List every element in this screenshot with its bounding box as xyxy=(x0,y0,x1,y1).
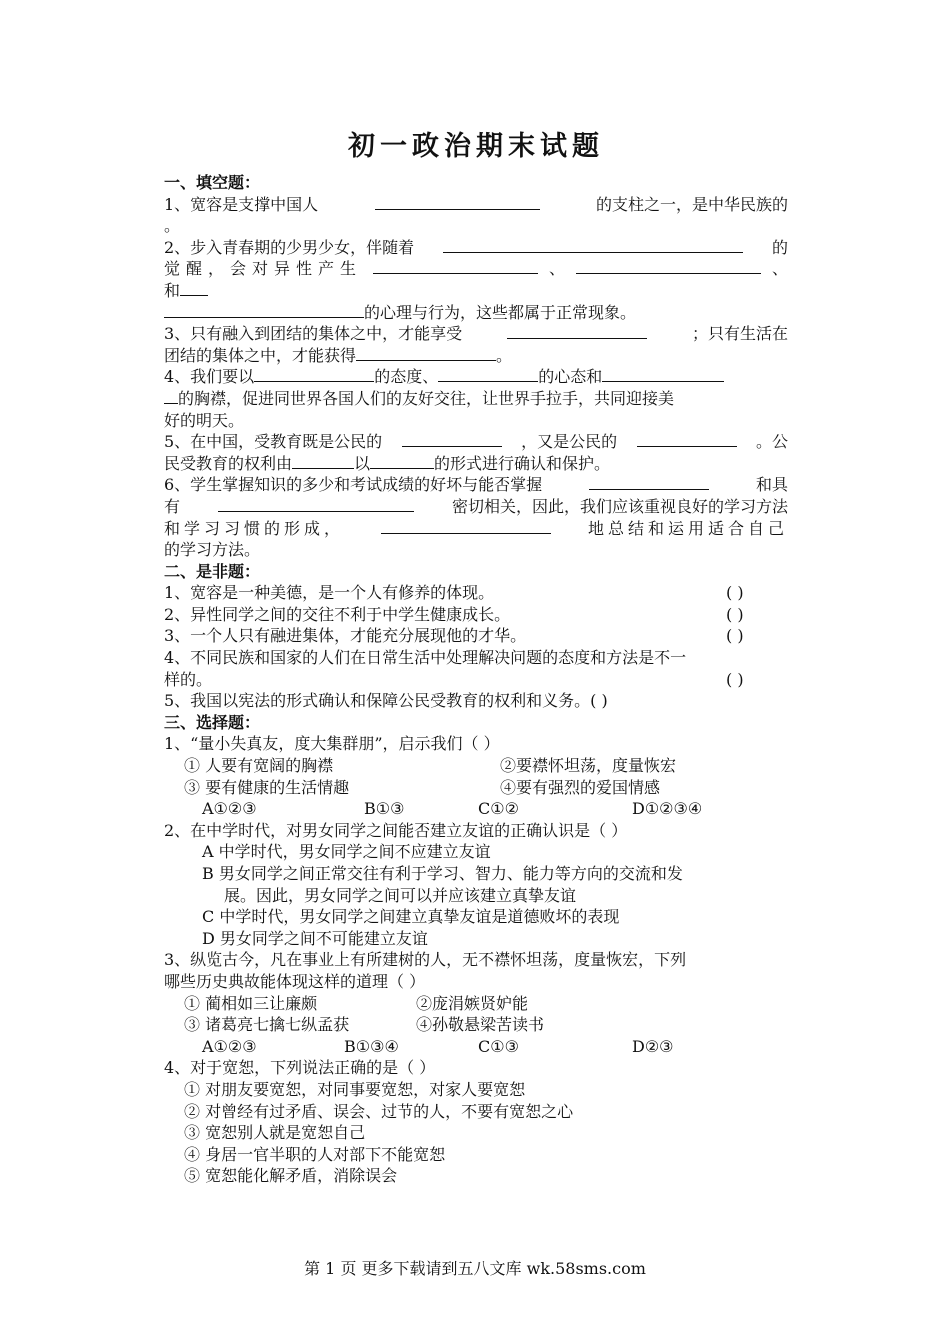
fill-question-4 xyxy=(164,366,788,388)
choice-question-4-option: ① 对朋友要宽恕，对同事要宽恕，对家人要宽恕 xyxy=(184,1079,526,1099)
option: ③ 要有健康的生活情趣 xyxy=(184,777,350,797)
choice-question-3-choices xyxy=(164,1036,788,1058)
choice-question-3-options-row2 xyxy=(164,1014,788,1036)
choice-question-2-option-b: B 男女同学之间正常交往有利于学习、智力、能力等方向的交流和发 xyxy=(202,864,683,883)
fill-question-1-cont: 。 xyxy=(164,216,181,236)
exam-page xyxy=(164,128,788,1187)
option: ④要有强烈的爱国情感 xyxy=(500,777,661,797)
choice-question-2-option-d: D 男女同学之间不可能建立友谊 xyxy=(202,928,428,948)
text: 和具 xyxy=(755,475,788,495)
option: ① 蔺相如三让廉颇 xyxy=(184,993,318,1013)
choice-question-3-options-row1 xyxy=(164,993,788,1015)
choice: C①② xyxy=(478,799,519,819)
fill-question-5-line2 xyxy=(164,453,788,475)
tf-question-4-cont xyxy=(164,669,788,691)
blank xyxy=(438,366,538,382)
option: ④孙敬悬梁苦读书 xyxy=(416,1015,545,1035)
fill-question-4-line2 xyxy=(164,388,788,410)
fill-question-3 xyxy=(164,323,788,345)
blank xyxy=(164,388,178,404)
answer-parenthesis: ( ) xyxy=(726,583,744,603)
text: 1、宽容是支撑中国人 xyxy=(164,194,319,214)
text: 2、步入青春期的少男少女，伴随着 xyxy=(164,237,415,257)
choice-question-2-option-a: A 中学时代，男女同学之间不应建立友谊 xyxy=(202,842,491,862)
fill-question-4-line3: 好的明天。 xyxy=(164,410,245,430)
option: ②庞涓嫉贤妒能 xyxy=(416,993,529,1013)
choice: B①③ xyxy=(364,799,405,819)
choice-question-3: 3、纵览古今，凡在事业上有所建树的人，无不襟怀坦荡，度量恢宏，下列 xyxy=(164,950,687,970)
choice-question-4-option: ④ 身居一官半职的人对部下不能宽恕 xyxy=(184,1144,446,1164)
blank xyxy=(218,496,414,512)
section-true-false-heading: 二、是非题： xyxy=(164,561,261,581)
choice: C①③ xyxy=(478,1036,519,1056)
fill-question-1 xyxy=(164,194,788,216)
tf-question-4: 4、不同民族和国家的人们在日常生活中处理解决问题的态度和方法是不一 xyxy=(164,648,687,668)
tf-question-5: 5、我国以宪法的形式确认和保障公民受教育的权利和义务。( ) xyxy=(164,691,608,711)
choice-question-4-option: ③ 宽恕别人就是宽恕自己 xyxy=(184,1123,366,1143)
choice-question-1-choices xyxy=(164,798,788,820)
fill-question-2-line4 xyxy=(164,302,788,324)
text: 的心理与行为，这些都属于正常现象。 xyxy=(364,302,637,322)
text: 地总结和运用适合自己 xyxy=(587,518,788,538)
text: 3、只有融入到团结的集体之中，才能享受 xyxy=(164,324,463,344)
text: 样的。 xyxy=(164,669,213,689)
choice: D②③ xyxy=(632,1036,674,1056)
text: 4、我们要以 xyxy=(164,367,255,387)
choice-question-2: 2、在中学时代，对男女同学之间能否建立友谊的正确认识是（ ） xyxy=(164,820,628,840)
section-fill-blank-heading: 一、填空题： xyxy=(164,173,261,192)
blank xyxy=(370,453,434,469)
answer-parenthesis: ( ) xyxy=(726,604,744,624)
text: 5、在中国，受教育既是公民的 xyxy=(164,432,383,452)
option: ②要襟怀坦荡，度量恢宏 xyxy=(500,756,677,776)
page-title: 初一政治期末试题 xyxy=(348,131,604,162)
blank xyxy=(602,366,724,382)
blank xyxy=(443,237,743,253)
text: 2、异性同学之间的交往不利于中学生健康成长。 xyxy=(164,604,511,624)
choice-question-2-option-c: C 中学时代，男女同学之间建立真挚友谊是道德败坏的表现 xyxy=(202,907,620,927)
choice: A①②③ xyxy=(202,1036,257,1056)
choice-question-1: 1、“量小失真友，度大集群朋”，启示我们（ ） xyxy=(164,734,500,754)
text: 的 xyxy=(771,237,788,257)
text: 。 xyxy=(496,345,513,365)
fill-question-6-line2 xyxy=(164,496,788,518)
blank xyxy=(576,258,761,274)
text: 的态度、 xyxy=(374,367,439,387)
text: 3、一个人只有融进集体，才能充分展现他的才华。 xyxy=(164,626,527,646)
fill-question-5 xyxy=(164,431,788,453)
answer-parenthesis: ( ) xyxy=(726,626,744,646)
fill-question-2 xyxy=(164,237,788,259)
blank xyxy=(402,431,502,447)
section-choice-heading: 三、选择题： xyxy=(164,712,261,732)
blank xyxy=(373,258,538,274)
choice-question-1-options-row1 xyxy=(164,755,788,777)
tf-question-2 xyxy=(164,604,788,626)
choice: A①②③ xyxy=(202,799,257,819)
text: 团结的集体之中，才能获得 xyxy=(164,345,357,365)
option: ① 人要有宽阔的胸襟 xyxy=(184,756,334,776)
fill-question-6 xyxy=(164,474,788,496)
text: 密切相关，因此，我们应该重视良好的学习方法 xyxy=(451,496,788,516)
tf-question-1 xyxy=(164,582,788,604)
text: 的支柱之一，是中华民族的 xyxy=(595,194,788,214)
choice-question-1-options-row2 xyxy=(164,777,788,799)
text: 有 xyxy=(164,496,181,516)
text: 觉醒，会对异性产生 xyxy=(164,259,363,279)
text: 1、宽容是一种美德，是一个人有修养的体现。 xyxy=(164,583,495,603)
choice-question-3-cont: 哪些历史典故能体现这样的道理（ ） xyxy=(164,971,426,991)
text: 6、学生掌握知识的多少和考试成绩的好坏与能否掌握 xyxy=(164,475,543,495)
fill-question-6-line4: 的学习方法。 xyxy=(164,540,261,560)
text: 和 xyxy=(164,280,181,300)
choice-question-2-option-b-cont: 展。因此，男女同学之间可以并应该建立真挚友谊 xyxy=(224,885,577,905)
blank xyxy=(375,194,540,210)
choice-question-4-option: ⑤ 宽恕能化解矛盾，消除误会 xyxy=(184,1166,398,1186)
blank xyxy=(164,302,364,318)
text: 、 xyxy=(548,259,565,279)
blank xyxy=(254,366,374,382)
text: 的形式进行确认和保护。 xyxy=(434,453,611,473)
blank xyxy=(180,280,208,296)
text: 。公 xyxy=(755,432,788,452)
option: ③ 诸葛亮七擒七纵孟获 xyxy=(184,1015,350,1035)
blank xyxy=(507,323,647,339)
text: 的胸襟，促进同世界各国人们的友好交往，让世界手拉手，共同迎接美 xyxy=(178,388,675,408)
blank xyxy=(637,431,737,447)
blank xyxy=(292,453,354,469)
text: 、 xyxy=(771,259,788,279)
page-footer: 第 1 页 更多下载请到五八文库 wk.58sms.com xyxy=(304,1259,646,1278)
blank xyxy=(356,345,496,361)
choice: D①②③④ xyxy=(632,799,703,819)
choice: B①③④ xyxy=(344,1036,399,1056)
fill-question-6-line3 xyxy=(164,518,788,540)
tf-question-3 xyxy=(164,625,788,647)
text: 的心态和 xyxy=(538,367,603,387)
fill-question-3-line2 xyxy=(164,345,788,367)
text: ，又是公民的 xyxy=(521,432,618,452)
blank xyxy=(381,518,551,534)
fill-question-2-line3 xyxy=(164,280,788,302)
text: ；只有生活在 xyxy=(691,324,788,344)
choice-question-4: 4、对于宽恕，下列说法正确的是（ ） xyxy=(164,1058,436,1078)
blank xyxy=(589,474,709,490)
choice-question-4-option: ② 对曾经有过矛盾、误会、过节的人，不要有宽恕之心 xyxy=(184,1101,574,1121)
text: 以 xyxy=(354,453,371,473)
text: 民受教育的权利由 xyxy=(164,453,293,473)
text: 和学习习惯的形成， xyxy=(164,518,345,538)
fill-question-2-line2 xyxy=(164,258,788,280)
answer-parenthesis: ( ) xyxy=(726,669,744,689)
